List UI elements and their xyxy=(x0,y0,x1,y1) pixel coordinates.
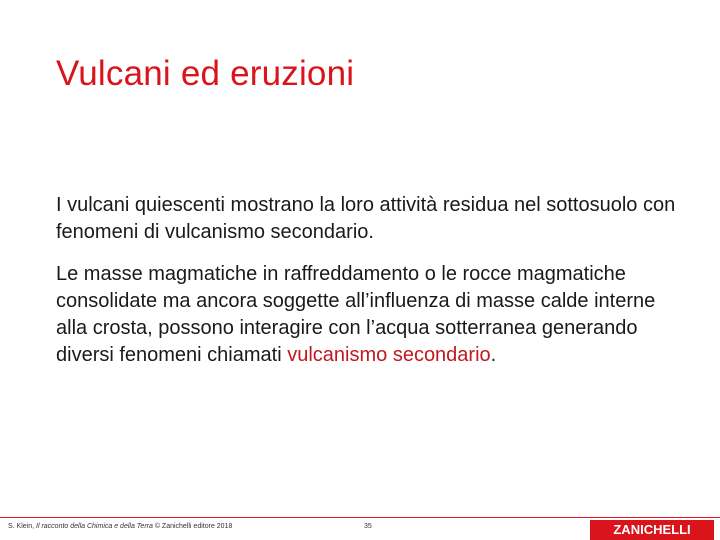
paragraph-magmatic-masses xyxy=(56,261,676,369)
footer-author: S. Klein, xyxy=(8,523,37,530)
slide-title: Vulcani ed eruzioni xyxy=(56,54,355,93)
footer-copyright: © Zanichelli editore 2018 xyxy=(152,523,233,530)
paragraph-end-punctuation: . xyxy=(490,344,497,366)
zanichelli-logo: ZANICHELLI xyxy=(590,520,714,540)
footer-credit xyxy=(8,523,232,530)
page-number: 35 xyxy=(364,523,372,530)
footer-book-title: Il racconto della Chimica e della Terra xyxy=(36,523,153,530)
secondary-volcanism-term: vulcanismo secondario xyxy=(287,344,491,366)
slide-body xyxy=(56,192,676,369)
paragraph-lead-text: Le masse magmatiche in raffreddamento o le rocce magmatiche consolidate ma ancora soggette all’influenza di masse calde interne alla crosta, possono interagire con l’acqua sotterranea generando diversi fenomeni chiamati xyxy=(56,263,656,366)
paragraph-quiescent-volcanoes: I vulcani quiescenti mostrano la loro attività residua nel sottosuolo con fenomeni di vulcanismo secondario. xyxy=(56,194,676,243)
footer-divider xyxy=(0,517,720,518)
